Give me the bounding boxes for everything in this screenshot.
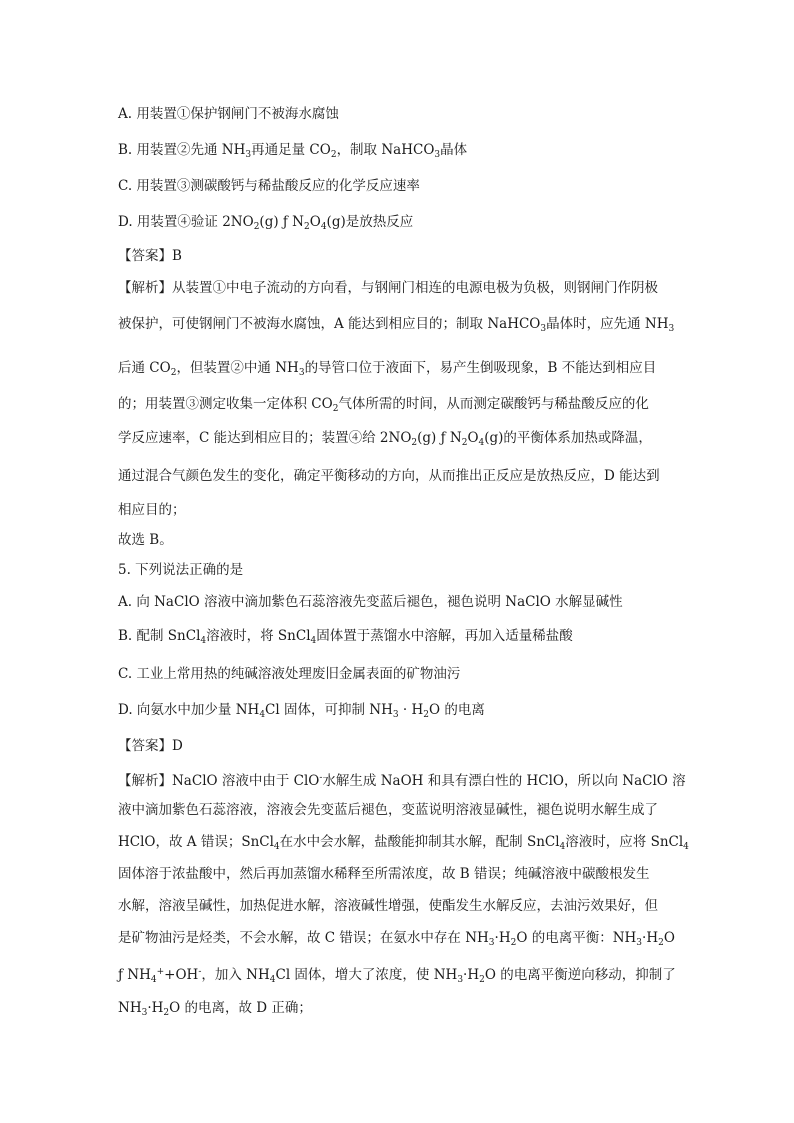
- q4-analysis-line: 被保护，可使钢闸门不被海水腐蚀，A 能达到相应目的；制取 NaHCO$_3$晶体时，应先通 $NH_3$: [118, 316, 675, 334]
- q5-option-c: C. 工业上常用热的纯碱溶液处理废旧金属表面的矿物油污: [118, 666, 461, 682]
- q4-conclusion: 故选 B。: [118, 532, 173, 548]
- q4-option-d: D. 用装置④验证 $2NO_2(g)$ ƒ $N_2O_4(g)$是放热反应: [118, 214, 414, 232]
- q5-analysis-line: HClO，故 A 错误；SnCl$_4$在水中会水解，盐酸能抑制其水解，配制 SnCl$_4$溶液时，应将 SnCl$_4$: [118, 834, 689, 852]
- q4-answer: 【答案】B: [118, 248, 182, 264]
- q4-option-b: B. 用装置②先通 $NH_3$再通足量 $CO_2$，制取 NaHCO$_3$晶体: [118, 142, 468, 160]
- q4-analysis-line: 学反应速率，C 能达到相应目的；装置④给 $2NO_2(g)$ ƒ $N_2O_4(g)$的平衡体系加热或降温，: [118, 430, 652, 448]
- q5-analysis-line: ƒ $NH_4^++OH^-$，加入 $NH_4Cl$ 固体，增大了浓度，使 $NH_3\cdot H_2O$ 的电离平衡逆向移动，抑制了: [118, 967, 676, 985]
- q5-analysis-line: 液中滴加紫色石蕊溶液，溶液会先变蓝后褪色，变蓝说明溶液显碱性，褪色说明水解生成了: [118, 802, 658, 818]
- q5-analysis-line: $NH_3\cdot H_2O$ 的电离，故 D 正确；: [118, 1000, 312, 1018]
- q4-analysis-line: 相应目的；: [118, 502, 186, 518]
- q5-analysis-line: 固体溶于浓盐酸中，然后再加蒸馏水稀释至所需浓度，故 B 错误；纯碱溶液中碳酸根发生: [118, 866, 650, 882]
- q4-option-c: C. 用装置③测碳酸钙与稀盐酸反应的化学反应速率: [118, 178, 420, 194]
- q5-stem: 5. 下列说法正确的是: [118, 562, 244, 578]
- q5-option-b: B. 配制 SnCl$_4$溶液时，将 SnCl$_4$固体置于蒸馏水中溶解，再加入适量稀盐酸: [118, 628, 573, 646]
- q5-analysis-line: 【解析】NaClO 溶液中由于 ClO-水解生成 NaOH 和具有漂白性的 HClO，所以向 NaClO 溶: [118, 773, 686, 789]
- q5-option-a: A. 向 NaClO 溶液中滴加紫色石蕊溶液先变蓝后褪色，褪色说明 NaClO 水解显碱性: [118, 594, 623, 610]
- q5-analysis-line: 水解，溶液呈碱性，加热促进水解，溶液碱性增强，使酯发生水解反应，去油污效果好，但: [118, 898, 658, 914]
- q4-analysis-line: 的；用装置③测定收集一定体积 $CO_2$气体所需的时间，从而测定碳酸钙与稀盐酸反应的化: [118, 396, 649, 414]
- q4-analysis-line: 【解析】从装置①中电子流动的方向看，与钢闸门相连的电源电极为负极，则钢闸门作阴极: [118, 280, 658, 296]
- q4-analysis-line: 后通 $CO_2$，但装置②中通 $NH_3$的导管口位于液面下，易产生倒吸现象，B 不能达到相应目: [118, 360, 657, 378]
- q4-option-a: A. 用装置①保护钢闸门不被海水腐蚀: [118, 106, 339, 122]
- q4-analysis-line: 通过混合气颜色发生的变化，确定平衡移动的方向，从而推出正反应是放热反应，D 能达到: [118, 468, 660, 484]
- q5-option-d: D. 向氨水中加少量 $NH_4Cl$ 固体，可抑制 $NH_3 \cdot H_2O$ 的电离: [118, 702, 485, 720]
- q5-analysis-line: 是矿物油污是烃类，不会水解，故 C 错误；在氨水中存在 $NH_3\cdot H_2O$ 的电离平衡：$NH_3\cdot H_2O$: [118, 930, 675, 948]
- q5-answer: 【答案】D: [118, 738, 183, 754]
